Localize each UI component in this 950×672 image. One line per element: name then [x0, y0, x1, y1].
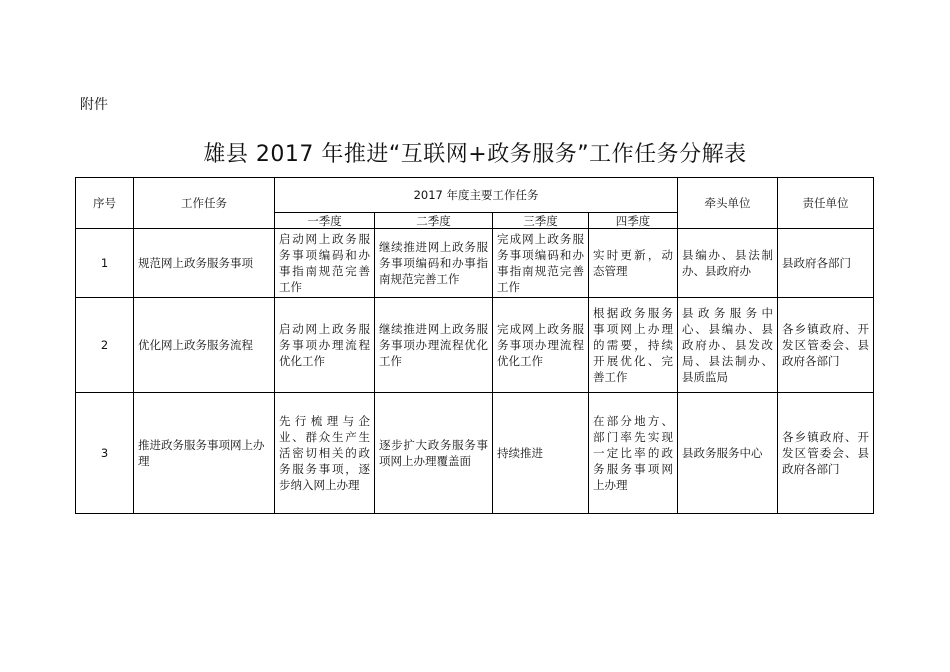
table-row — [76, 229, 874, 298]
table-row — [76, 393, 874, 514]
row-index: 3 — [76, 393, 134, 514]
row-q2: 继续推进网上政务服务事项办理流程优化工作 — [375, 298, 493, 393]
row-q2: 逐步扩大政务服务事项网上办理覆盖面 — [375, 393, 493, 514]
row-task: 优化网上政务服务流程 — [134, 298, 275, 393]
page-title: 雄县 2017 年推进“互联网+政务服务”工作任务分解表 — [203, 142, 747, 167]
task-breakdown-table — [75, 177, 874, 514]
row-index: 2 — [76, 298, 134, 393]
row-lead-unit: 县编办、县法制办、县政府办 — [678, 229, 778, 298]
row-q3: 完成网上政务服务事项办理流程优化工作 — [493, 298, 589, 393]
row-q1: 启动网上政务服务事项编码和办事指南规范完善工作 — [275, 229, 375, 298]
col-header-q4: 四季度 — [589, 213, 678, 229]
row-lead-unit: 县政务服务中心、县编办、县政府办、县发改局、县法制办、县质监局 — [678, 298, 778, 393]
row-responsible-unit: 各乡镇政府、开发区管委会、县政府各部门 — [778, 298, 874, 393]
col-header-q3: 三季度 — [493, 213, 589, 229]
row-task: 规范网上政务服务事项 — [134, 229, 275, 298]
table-row — [76, 298, 874, 393]
col-header-lead-unit: 牵头单位 — [678, 178, 778, 229]
row-index: 1 — [76, 229, 134, 298]
row-q3: 持续推进 — [493, 393, 589, 514]
row-task: 推进政务服务事项网上办理 — [134, 393, 275, 514]
row-q3: 完成网上政务服务事项编码和办事指南规范完善工作 — [493, 229, 589, 298]
row-responsible-unit: 县政府各部门 — [778, 229, 874, 298]
col-header-responsible-unit: 责任单位 — [778, 178, 874, 229]
row-q4: 实时更新，动态管理 — [589, 229, 678, 298]
row-q2: 继续推进网上政务服务事项编码和办事指南规范完善工作 — [375, 229, 493, 298]
header-row-main — [76, 178, 874, 213]
row-q1: 先行梳理与企业、群众生产生活密切相关的政务服务事项，逐步纳入网上办理 — [275, 393, 375, 514]
row-responsible-unit: 各乡镇政府、开发区管委会、县政府各部门 — [778, 393, 874, 514]
col-header-index: 序号 — [76, 178, 134, 229]
attachment-label: 附件 — [80, 97, 108, 113]
col-header-quarterly-group: 2017 年度主要工作任务 — [275, 178, 678, 213]
row-lead-unit: 县政务服务中心 — [678, 393, 778, 514]
row-q4: 在部分地方、部门率先实现一定比率的政务服务事项网上办理 — [589, 393, 678, 514]
col-header-task: 工作任务 — [134, 178, 275, 229]
col-header-q2: 二季度 — [375, 213, 493, 229]
col-header-q1: 一季度 — [275, 213, 375, 229]
row-q4: 根据政务服务事项网上办理的需要，持续开展优化、完善工作 — [589, 298, 678, 393]
row-q1: 启动网上政务服务事项办理流程优化工作 — [275, 298, 375, 393]
